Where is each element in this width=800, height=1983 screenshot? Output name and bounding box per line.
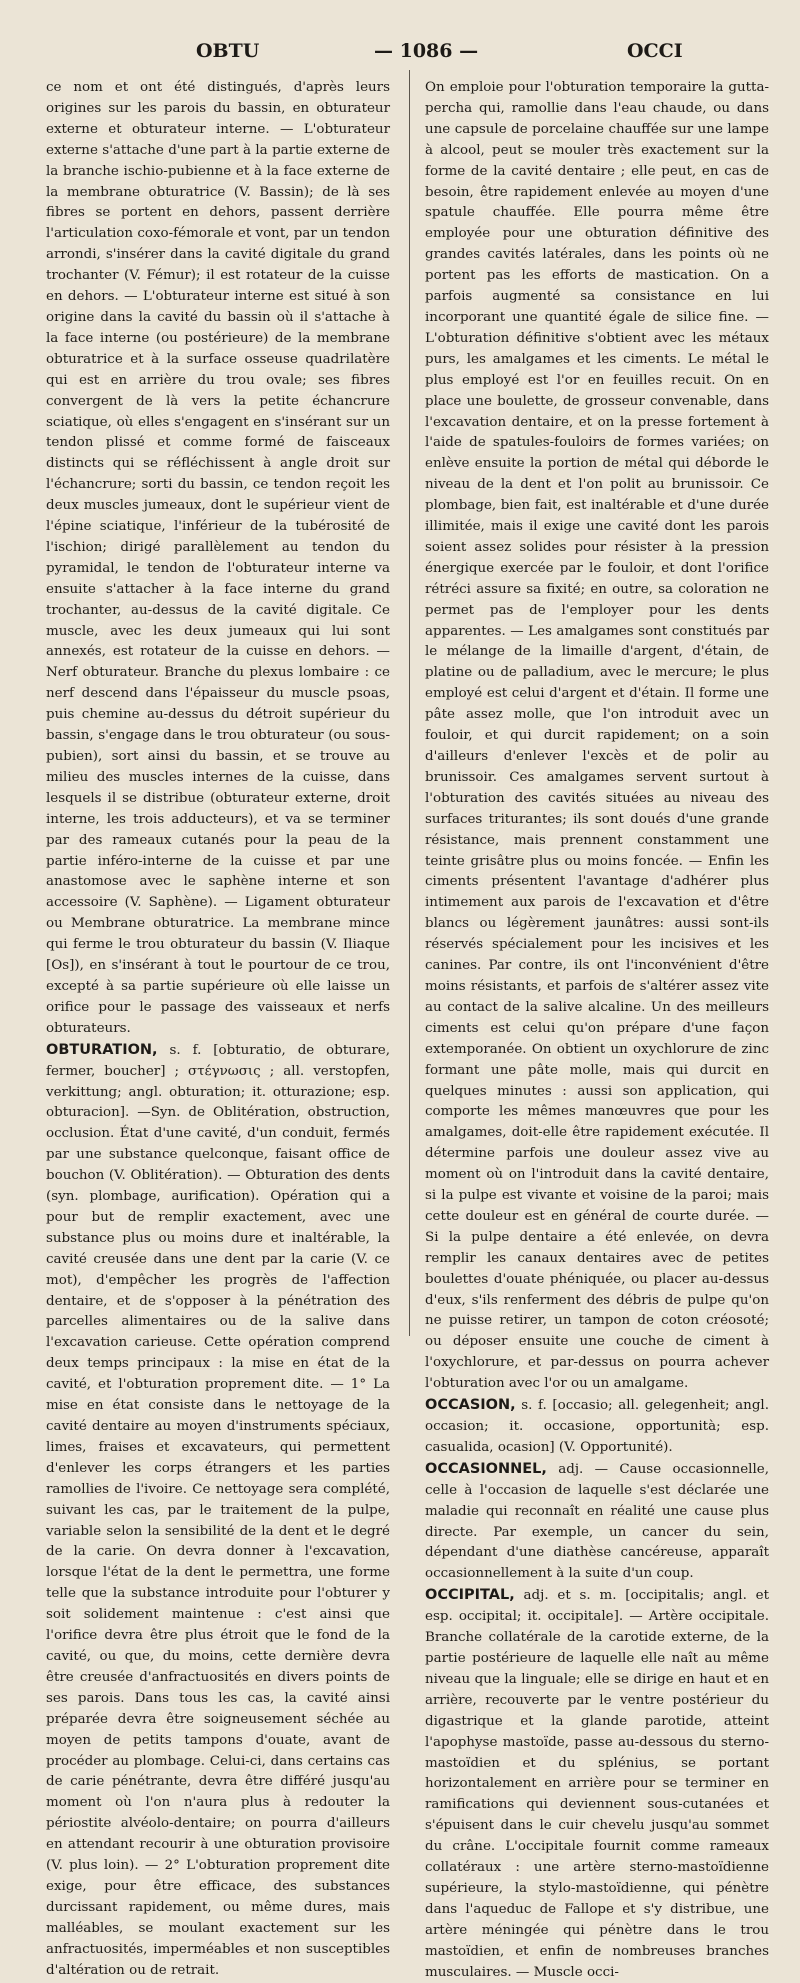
entry-occasion-text: s. f. [occasio; all. gelegenheit; angl. occasion; it. occasione, opportunità; esp. casualida, ocasion] (V. Opportunité). [425,1398,769,1455]
entry-occasionnel [425,1459,769,1585]
page-header [44,40,760,70]
entry-obturateur-continued: ce nom et ont été distingués, d'après leurs origines sur les parois du bassin, en obturateur externe et obturateur interne. — L'obturateur externe s'attache d'une part à la partie externe de la branche ischio-pubienne et à la face externe de la membrane obturatrice (V. Bassin); de là ses fibres se portent en dehors, passent derrière l'articulation coxo-fémorale et vont, par un tendon arrondi, s'insérer dans la cavité digitale du grand trochanter (V. Fémur); il est rotateur de la cuisse en dehors. — L'obturateur interne est situé à son origine dans la cavité du bassin où il s'attache à la face interne (ou postérieure) de la membrane obturatrice et à la surface osseuse quadrilatère qui est en arrière du trou ovale; ses fibres convergent de là vers la petite échancrure sciatique, où elles s'engagent en s'insérant sur un tendon plissé et comme formé de faisceaux distincts qui se réfléchissent à angle droit sur l'échancrure; sorti du bassin, ce tendon reçoit les deux muscles jumeaux, dont le supérieur vient de l'épine sciatique, l'inférieur de la tubérosité de l'ischion; dirigé parallèlement au tendon du pyramidal, le tendon de l'obturateur interne va ensuite s'attacher à la face interne du grand trochanter, au-dessus de la cavité digitale. Ce muscle, avec les deux jumeaux qui lui sont annexés, est rotateur de la cuisse en dehors. — Nerf obturateur. Branche du plexus lombaire : ce nerf descend dans l'épaisseur du muscle psoas, puis chemine au-dessus du détroit supérieur du bassin, s'engage dans le trou obturateur (ou sous-pubien), sort ainsi du bassin, et se trouve au milieu des muscles internes de la cuisse, dans lesquels il se distribue (obturateur externe, droit interne, les trois adducteurs), et va se terminer par des rameaux cutanés pour la peau de la partie inféro-interne de la cuisse et par une anastomose avec le saphène interne et son accessoire (V. Saphène). — Ligament obturateur ou Membrane obturatrice. La membrane mince qui ferme le trou obturateur du bassin (V. Iliaque [Os]), en s'insérant à tout le pourtour de ce trou, excepté à sa partie supérieure où elle laisse un orifice pour le passage des vaisseaux et nerfs obturateurs. [46,80,391,1036]
entry-obturation [46,1040,390,1982]
entry-occasion [425,1395,769,1459]
right-column [425,78,769,1980]
running-head-left: OBTU [196,40,260,62]
entry-obturation-continued: On emploie pour l'obturation temporaire la gutta-percha qui, ramollie dans l'eau chaude, ou dans une capsule de porcelaine chauffée sur une lampe à alcool, peut se mouler très exactement sur la forme de la cavité dentaire ; elle peut, en cas de besoin, être rapidement enlevée au moyen d'une spatule chauffée. Elle pourra même être employée pour une obturation définitive des grandes cavités latérales, dans les points où ne portent pas les efforts de mastication. On a parfois augmenté sa consistance en lui incorporant une quantité égale de silice fine. — L'obturation définitive s'obtient avec les métaux purs, les amalgames et les ciments. Le métal le plus employé est l'or en feuilles recuit. On en place une boulette, de grosseur convenable, dans l'excavation dentaire, et on la presse fortement à l'aide de spatules-fouloirs de formes variées; on enlève ensuite la portion de métal qui déborde le niveau de la dent et l'on polit au brunissoir. Ce plombage, bien fait, est inaltérable et d'une durée illimitée, mais il exige une cavité dont les parois soient assez solides pour résister à la pression énergique exercée par le fouloir, et dont l'orifice rétréci assure sa fixité; en outre, sa coloration ne permet pas de l'employer pour les dents apparentes. — Les amalgames sont constitués par le mélange de la limaille d'argent, d'étain, de platine ou de palladium, avec le mercure; le plus employé est celui d'argent et d'étain. Il forme une pâte assez molle, que l'on introduit avec un fouloir, et qui durcit rapidement; on a soin d'ailleurs d'enlever l'excès et de polir au brunissoir. Ces amalgames servent surtout à l'obturation des cavités situées au niveau des surfaces triturantes; ils sont doués d'une grande résistance, mais prennent constamment une teinte grisâtre plus ou moins foncée. — Enfin les ciments présentent l'avantage d'adhérer plus intimement aux parois de l'excavation et d'être blancs ou légèrement jaunâtres: aussi sont-ils réservés spécialement pour les incisives et les canines. Par contre, ils ont l'inconvénient d'être moins résistants, et parfois de s'altérer assez vite au contact de la salive alcaline. Un des meilleurs ciments est celui qu'on prépare d'une façon extemporanée. On obtient un oxychlorure de zinc formant une pâte molle, mais qui durcit en quelques minutes : aussi son application, qui comporte les mêmes manœuvres que pour les amalgames, doit-elle être rapidement exécutée. Il détermine parfois une douleur assez vive au moment où on l'introduit dans la cavité dentaire, si la pulpe est vivante et voisine de la paroi; mais cette douleur est en général de courte durée. — Si la pulpe dentaire a été enlevée, on devra remplir les canaux dentaires avec de petites boulettes d'ouate phéniquée, ou placer au-dessus d'eux, s'ils renferment des débris de pulpe qu'on ne puisse retirer, un tampon de coton créosoté; ou déposer ensuite une couche de ciment à l'oxychlorure, et par-dessus on pourra achever l'obturation avec l'or ou un amalgame. [425,80,769,1392]
entry-obturation-text: s. f. [obturatio, de obturare, fermer, boucher] ; στέγνωσις ; all. verstopfen, verkittung; angl. obturation; it. otturazione; esp. obturacion]. —Syn. de Oblitération, obstruction, occlusion. État d'une cavité, d'un conduit, fermés par une substance quelconque, faisant office de bouchon (V. Oblitération). — Obturation des dents (syn. plombage, aurification). Opération qui a pour but de remplir exactement, avec une substance plus ou moins dure et inaltérable, la cavité creusée dans une dent par la carie (V. ce mot), d'empêcher les progrès de l'affection dentaire, et de s'opposer à la pénétration des parcelles alimentaires ou de la salive dans l'excavation carieuse. Cette opération comprend deux temps principaux : la mise en état de la cavité, et l'obturation proprement dite. — 1° La mise en état consiste dans le nettoyage de la cavité dentaire au moyen d'instruments spéciaux, limes, fraises et excavateurs, qui permettent d'enlever les corps étrangers et les parties ramollies de l'ivoire. Ce nettoyage sera complété, suivant les cas, par le traitement de la pulpe, variable selon la sensibilité de la dent et le degré de la carie. On devra donner à l'excavation, lorsque l'état de la dent le permettra, une forme telle que la substance introduite pour l'obturer y soit solidement maintenue : c'est ainsi que l'orifice devra être plus étroit que le fond de la cavité, ou que, du moins, cette dernière devra être creusée d'anfractuosités en divers points de ses parois. Dans tous les cas, la cavité ainsi préparée devra être soigneusement séchée au moyen de petits tampons d'ouate, avant de procéder au plombage. Celui-ci, dans certains cas de carie pénétrante, devra être différé jusqu'au moment où l'on n'aura plus à redouter la périostite alvéolo-dentaire; on pourra d'ailleurs en attendant recourir à une obturation provisoire (V. plus loin). — 2° L'obturation proprement dite exige, pour être efficace, des substances durcissant rapidement, ou même dures, mais malléables, se moulant exactement sur les anfractuosités, imperméables et non susceptibles d'altération ou de retrait. [46,1042,390,1978]
headword-occasion: OCCASION, [425,1397,516,1414]
headword-obturation: OBTURATION, [46,1041,158,1058]
headword-occasionnel: OCCASIONNEL, [425,1460,547,1477]
column-divider [409,70,410,1336]
entry-occasionnel-text: adj. — Cause occasionnelle, celle à l'occasion de laquelle s'est déclarée une maladie qui reconnaît en réalité une cause plus directe. Par exemple, un cancer du sein, dépendant d'une diathèse cancéreuse, apparaît occasionnellement à la suite d'un coup. [425,1461,769,1582]
running-head-right: OCCI [627,40,683,62]
entry-occipital-text: adj. et s. m. [occipitalis; angl. et esp. occipital; it. occipitale]. — Artère occipitale. Branche collatérale de la carotide externe, de la partie postérieure de laquelle elle naît au même niveau que la linguale; elle se dirige en haut et en arrière, recouverte par le ventre postérieur du digastrique et la glande parotide, atteint l'apophyse mastoïde, passe au-dessous du sterno-mastoïdien et du splénius, se portant horizontalement en arrière pour se terminer en ramifications qui deviennent sous-cutanées et s'épuisent dans le cuir chevelu jusqu'au sommet du crâne. L'occipitale fournit comme rameaux collatéraux : une artère sterno-mastoïdienne supérieure, la stylo-mastoïdienne, qui pénètre dans l'aqueduc de Fallope et s'y distribue, une artère méningée qui pénètre dans le trou mastoïdien, et enfin de nombreuses branches musculaires. — Muscle occi- [425,1588,769,1980]
page-number: — 1086 — [374,40,479,62]
entry-occipital [425,1585,769,1983]
headword-occipital: OCCIPITAL, [425,1587,515,1604]
left-column [46,78,391,1978]
